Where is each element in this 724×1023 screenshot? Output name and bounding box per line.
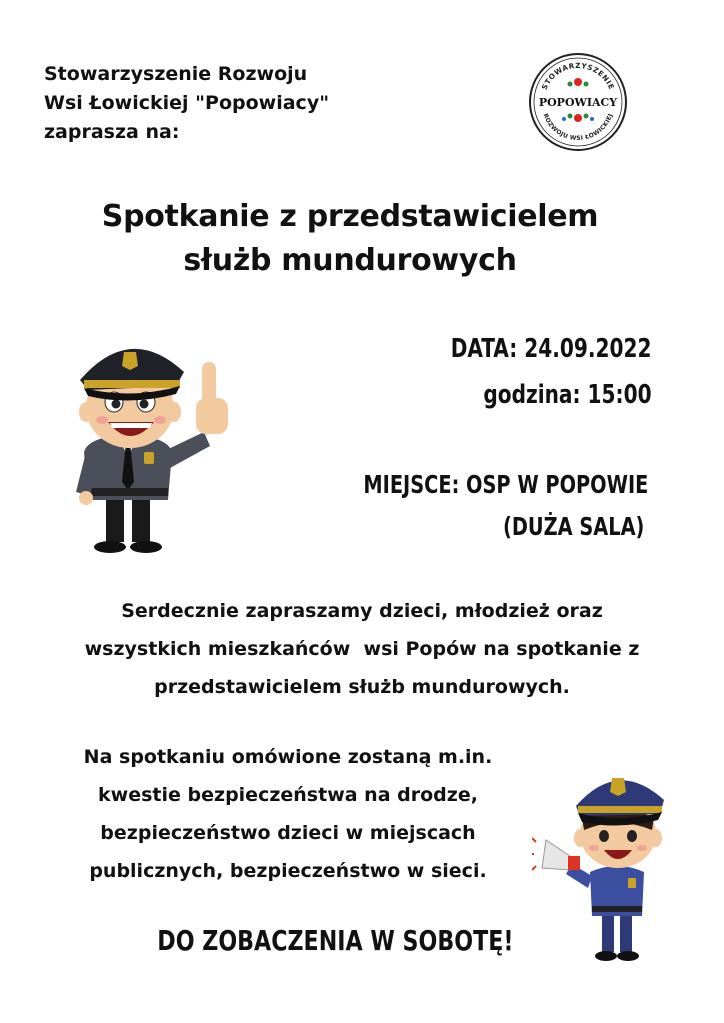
organizer-line-3: zaprasza na: bbox=[44, 121, 180, 143]
logo-center-text: POPOWIACY bbox=[538, 96, 618, 109]
topics-line-2: kwestie bezpieczeństwa na drodze, bbox=[98, 784, 478, 806]
logo-top-text: STOWARZYSZENIE bbox=[539, 60, 617, 92]
title-line-1: Spotkanie z przedstawicielem bbox=[101, 199, 599, 234]
topics-text bbox=[48, 738, 528, 890]
topics-line-1: Na spotkaniu omówione zostaną m.in. bbox=[83, 746, 493, 768]
organizer-line-1: Stowarzyszenie Rozwoju bbox=[44, 63, 308, 85]
closing-text: DO ZOBACZENIA W SOBOTĘ! bbox=[156, 924, 514, 957]
invitation-line-3: przedstawicielem służb mundurowych. bbox=[154, 676, 570, 698]
event-date: DATA: 24.09.2022 bbox=[451, 334, 652, 364]
police-officer-thumbs-up-icon bbox=[44, 322, 244, 562]
logo-seal-icon bbox=[528, 52, 628, 152]
title-line-2: służb mundurowych bbox=[183, 243, 517, 278]
event-time: godzina: 15:00 bbox=[483, 380, 652, 410]
topics-line-3: bezpieczeństwo dzieci w miejscach bbox=[100, 822, 476, 844]
invitation-text bbox=[30, 592, 694, 706]
event-place: MIEJSCE: OSP W POPOWIE bbox=[363, 470, 648, 499]
organizer-line-2: Wsi Łowickiej "Popowiacy" bbox=[44, 92, 330, 114]
logo-bottom-text: ROZWOJU WSI ŁOWICKIEJ bbox=[541, 112, 615, 143]
topics-line-4: publicznych, bezpieczeństwo w sieci. bbox=[89, 860, 487, 882]
event-title bbox=[60, 195, 640, 283]
organizer-block bbox=[44, 60, 329, 147]
invitation-line-1: Serdecznie zapraszamy dzieci, młodzież oraz bbox=[121, 600, 603, 622]
invitation-line-2: wszystkich mieszkańców wsi Popów na spotkanie z bbox=[84, 638, 640, 660]
event-room: (DUŻA SALA) bbox=[502, 512, 644, 541]
